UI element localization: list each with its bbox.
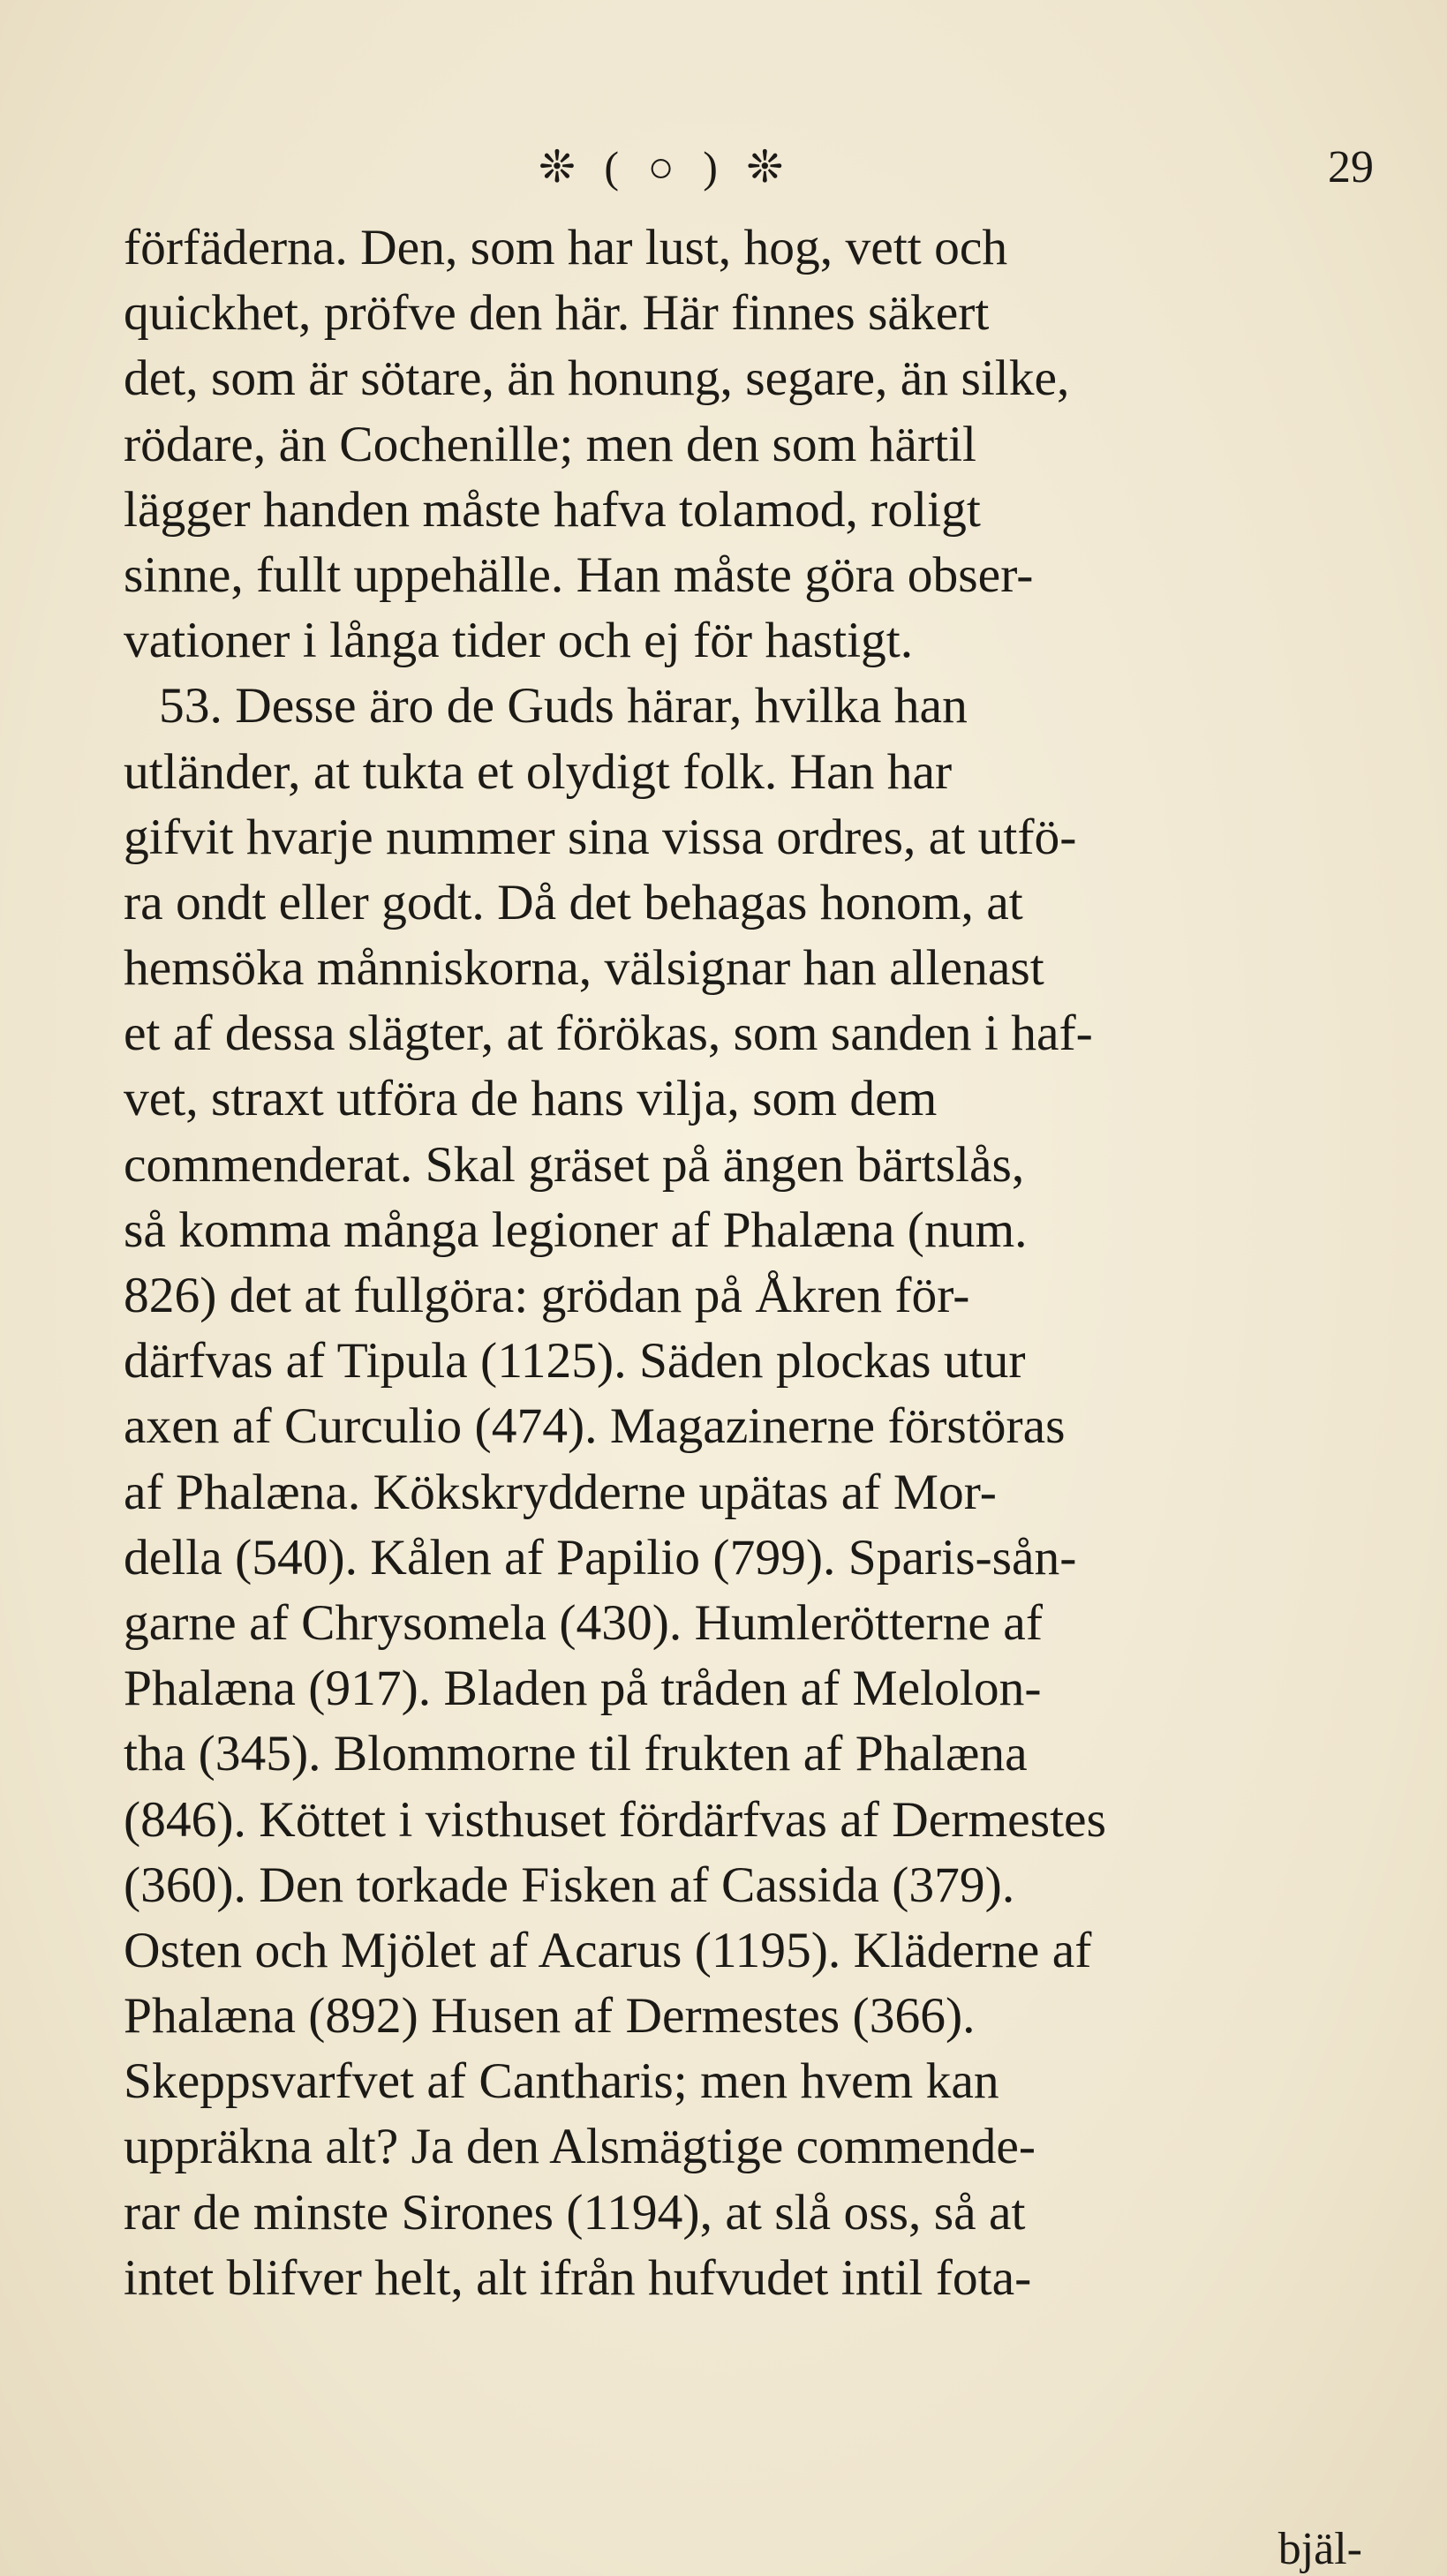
text-line: uppräkna alt? Ja den Alsmägtige commende- [124,2119,1036,2175]
text-line: 53. Desse äro de Guds härar, hvilka han [159,678,968,734]
text-line: gifvit hvarje nummer sina vissa ordres, at utfö- [124,809,1077,865]
text-line: hemsöka månniskorna, välsignar han allenast [124,940,1044,997]
text-line: rar de minste Sirones (1194), at slå oss, så at [124,2184,1026,2241]
head-ornament: ❊ ( ○ ) ❊ [539,142,793,192]
text-line: Osten och Mjölet af Acarus (1195). Kläderne af [124,1922,1092,1978]
text-line: vet, straxt utföra de hans vilja, som dem [124,1071,938,1127]
text-line: ra ondt eller godt. Då det behagas honom, at [124,874,1023,930]
text-line: lägger handen måste hafva tolamod, roligt [124,481,981,538]
text-line: Skeppsvarfvet af Cantharis; men hvem kan [124,2053,999,2110]
text-line: 826) det at fullgöra: grödan på Åkren för- [124,1268,970,1323]
text-line: (360). Den torkade Fisken af Cassida (379). [124,1857,1015,1913]
text-line: intet blifver helt, alt ifrån hufvudet intil fota- [124,2249,1032,2306]
text-line: quickhet, pröfve den här. Här finnes säkert [124,285,990,342]
text-line: tha (345). Blommorne til frukten af Phalæna [124,1726,1028,1782]
running-head [0,141,1447,212]
text-line: commenderat. Skal gräset på ängen bärtslås, [124,1136,1025,1193]
text-line: Phalæna (892) Husen af Dermestes (366). [124,1988,976,2045]
text-line: sinne, fullt uppehälle. Han måste göra obser- [124,546,1034,603]
text-line: det, som är sötare, än honung, segare, än silke, [124,350,1070,407]
text-line: vationer i långa tider och ej för hastigt. [124,613,914,669]
text-line: della (540). Kålen af Papilio (799). Sparis-sån- [124,1529,1077,1586]
text-line: af Phalæna. Kökskrydderne upätas af Mor- [124,1464,997,1520]
page-number: 29 [1328,142,1374,192]
text-line: et af dessa slägter, at förökas, som sanden i haf- [124,1006,1093,1062]
text-line: Phalæna (917). Bladen på tråden af Melolon- [124,1661,1042,1717]
text-line: rödare, än Cochenille; men den som härtil [124,416,977,472]
catchword: bjäl- [1277,2524,1362,2574]
body-text [124,215,1333,2311]
text-line: förfäderna. Den, som har lust, hog, vett och [124,220,1008,275]
text-line: utländer, at tukta et olydigt folk. Han har [124,743,953,800]
text-line: axen af Curculio (474). Magazinerne förstöras [124,1398,1066,1455]
text-line: garne af Chrysomela (430). Humlerötterne af [124,1594,1043,1651]
text-line: så komma många legioner af Phalæna (num. [124,1201,1028,1258]
text-line: (846). Köttet i visthuset fördärfvas af Dermestes [124,1791,1106,1848]
text-line: därfvas af Tipula (1125). Säden plockas utur [124,1333,1026,1390]
